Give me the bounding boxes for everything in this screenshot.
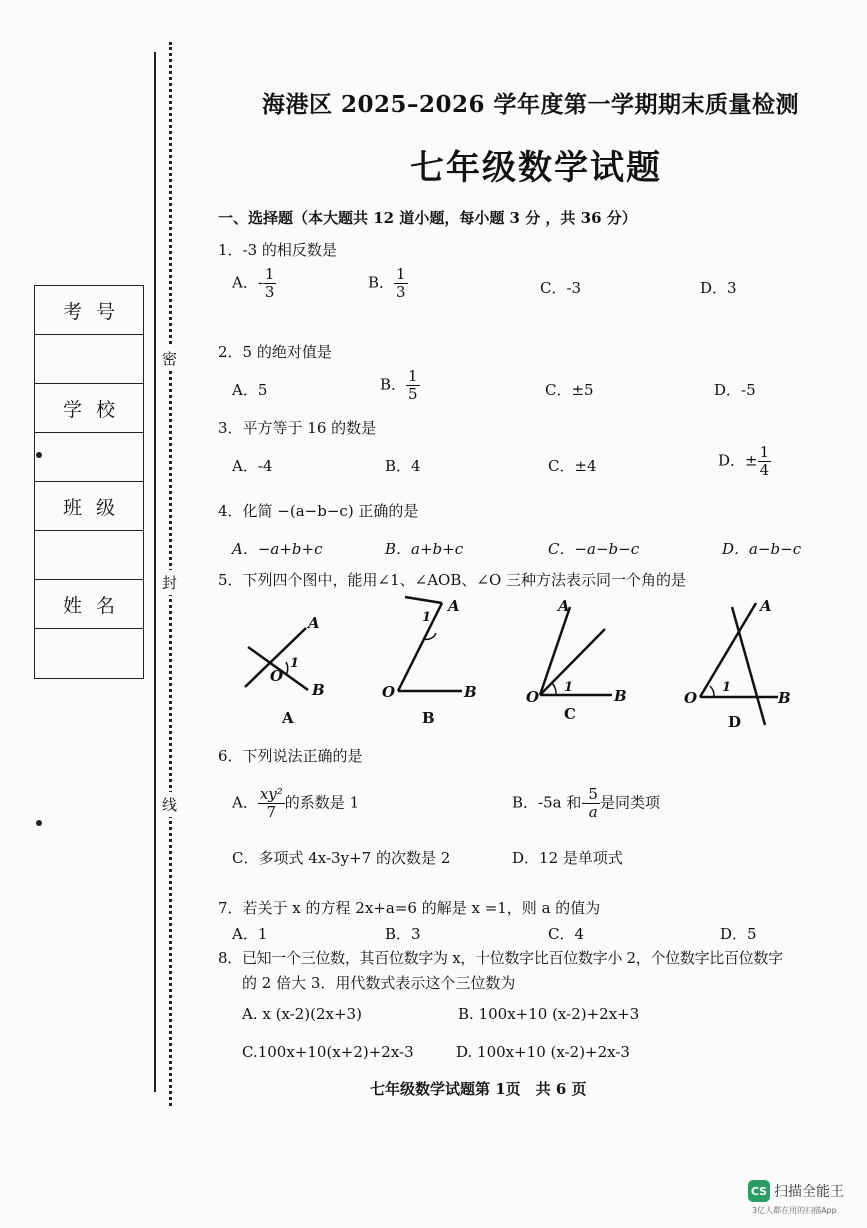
fig-b-label-a: A xyxy=(448,597,460,615)
exam-title: 海港区 2025–2026 学年度第一学期期末质量检测 xyxy=(262,91,800,118)
fig-a-label-a: A xyxy=(308,614,320,632)
fig-c-label-a: A xyxy=(558,597,570,615)
fig-c-caption: C xyxy=(564,705,576,723)
q4-option-b[interactable]: B．a+b+c xyxy=(385,540,464,558)
q7-option-c[interactable]: C．4 xyxy=(548,925,585,943)
q4-option-a[interactable]: A．−a+b+c xyxy=(232,540,323,558)
page-info: 七年级数学试题第 1页 共 6 页 xyxy=(370,1080,587,1098)
q2-option-d[interactable]: D．-5 xyxy=(714,381,756,399)
q2-option-a[interactable]: A．5 xyxy=(232,381,268,399)
q2-b-den: 5 xyxy=(408,385,418,403)
student-info-box xyxy=(34,285,144,679)
q6-a-prefix: A． xyxy=(232,793,258,812)
fig-c-label-o: O xyxy=(526,688,540,706)
q3-d-fraction xyxy=(758,444,772,479)
q2-option-c[interactable]: C．±5 xyxy=(545,381,594,399)
field-class[interactable] xyxy=(35,531,143,580)
figure-d[interactable] xyxy=(684,597,791,731)
q1-a-fraction xyxy=(263,266,277,301)
q7-option-b[interactable]: B．3 xyxy=(385,925,421,943)
q8-option-c[interactable]: C.100x+10(x+2)+2x-3 xyxy=(242,1043,414,1061)
q6-option-d[interactable]: D．12 是单项式 xyxy=(512,849,623,867)
fig-d-label-angle: 1 xyxy=(722,680,732,695)
q2-b-fraction xyxy=(406,368,420,403)
fig-a-label-angle: 1 xyxy=(290,656,300,671)
q6-b-suffix: 是同类项 xyxy=(599,793,660,812)
q1-option-a[interactable] xyxy=(232,266,276,301)
q8-option-a[interactable]: A. x (x-2)(2x+3) xyxy=(242,1005,362,1023)
q5-figures xyxy=(200,595,840,735)
scan-dot xyxy=(36,452,42,458)
scanner-tagline: 3亿人都在用的扫描App xyxy=(752,1206,837,1215)
q3-option-d[interactable] xyxy=(718,444,771,479)
field-exam-number[interactable] xyxy=(35,335,143,384)
q1-option-c[interactable]: C．-3 xyxy=(540,279,582,297)
q6-stem: 6．下列说法正确的是 xyxy=(218,747,363,765)
q8-option-b[interactable]: B. 100x+10 (x-2)+2x+3 xyxy=(458,1005,640,1023)
q3-stem: 3．平方等于 16 的数是 xyxy=(218,419,377,437)
q6-option-c[interactable]: C．多项式 4x-3y+7 的次数是 2 xyxy=(232,849,451,867)
q5-stem: 5．下列四个图中，能用∠1、∠AOB、∠O 三种方法表示同一个角的是 xyxy=(218,571,687,589)
q1-a-num: 1 xyxy=(264,265,275,283)
label-class: 班级 xyxy=(35,482,143,531)
fig-d-label-b: B xyxy=(778,689,791,707)
q7-stem: 7．若关于 x 的方程 2x+a=6 的解是 x =1，则 a 的值为 xyxy=(218,899,601,917)
q1-option-d[interactable]: D．3 xyxy=(700,279,737,297)
q6-b-den: a xyxy=(588,803,598,821)
q1-b-prefix: B． xyxy=(368,273,395,292)
q3-option-b[interactable]: B．4 xyxy=(385,457,421,475)
q3-d-prefix: D．± xyxy=(718,451,758,470)
q1-b-fraction xyxy=(394,266,408,301)
fig-b-label-o: O xyxy=(382,683,396,701)
q1-stem: 1．-3 的相反数是 xyxy=(218,241,337,259)
q1-option-b[interactable] xyxy=(368,266,408,301)
q6-b-fraction xyxy=(586,786,600,821)
q4-stem: 4．化简 −(a−b−c) 正确的是 xyxy=(218,502,419,520)
q2-option-b[interactable] xyxy=(380,368,420,403)
q6-b-prefix: B．-5a 和- xyxy=(512,793,587,812)
q1-b-den: 3 xyxy=(396,283,406,301)
scanner-app-name: 扫描全能王 xyxy=(774,1184,844,1200)
q7-option-a[interactable]: A．1 xyxy=(232,925,268,943)
label-name: 姓名 xyxy=(35,580,143,629)
q1-b-num: 1 xyxy=(396,265,406,283)
subject-title: 七年级数学试题 xyxy=(410,148,662,188)
fig-a-caption: A xyxy=(282,709,294,727)
fig-d-label-a: A xyxy=(760,597,772,615)
q6-a-num: xy² xyxy=(259,785,283,803)
fig-b-label-angle: 1 xyxy=(422,610,432,625)
q2-stem: 2．5 的绝对值是 xyxy=(218,343,332,361)
q2-b-num: 1 xyxy=(408,367,418,385)
figure-a[interactable] xyxy=(245,614,325,727)
scan-dot xyxy=(36,820,42,826)
q3-d-num: 1 xyxy=(759,443,770,461)
q6-b-num: 5 xyxy=(588,785,598,803)
fig-d-caption: D xyxy=(728,713,742,731)
label-school: 学校 xyxy=(35,384,143,433)
q3-d-den: 4 xyxy=(759,461,770,479)
q6-a-fraction xyxy=(258,786,285,821)
figure-c[interactable] xyxy=(526,597,627,723)
q3-option-c[interactable]: C．±4 xyxy=(548,457,597,475)
q1-a-prefix: A．- xyxy=(232,273,263,292)
q3-option-a[interactable]: A．-4 xyxy=(232,457,273,475)
q1-a-den: 3 xyxy=(264,283,275,301)
fig-b-label-b: B xyxy=(464,683,477,701)
seal-char-xian: 线 xyxy=(162,792,177,817)
q4-option-c[interactable]: C．−a−b−c xyxy=(548,540,640,558)
q8-stem-line2: 的 2 倍大 3．用代数式表示这个三位数为 xyxy=(242,974,516,992)
q6-option-b[interactable] xyxy=(512,786,660,821)
label-exam-number: 考号 xyxy=(35,286,143,335)
q7-option-d[interactable]: D．5 xyxy=(720,925,757,943)
seal-char-feng: 封 xyxy=(162,570,177,595)
q6-option-a[interactable] xyxy=(232,786,359,821)
binding-line xyxy=(154,52,156,1092)
field-school[interactable] xyxy=(35,433,143,482)
fig-d-label-o: O xyxy=(684,689,698,707)
q6-a-suffix: 的系数是 1 xyxy=(284,793,360,812)
q8-option-d[interactable]: D. 100x+10 (x-2)+2x-3 xyxy=(456,1043,630,1061)
scanner-logo: CS xyxy=(748,1180,770,1202)
fig-b-caption: B xyxy=(422,709,435,727)
q2-b-prefix: B． xyxy=(380,375,407,394)
fig-c-label-angle: 1 xyxy=(564,680,574,695)
q6-a-den: 7 xyxy=(266,803,277,821)
field-name[interactable] xyxy=(35,629,143,678)
fig-a-label-b: B xyxy=(312,681,325,699)
seal-char-mi: 密 xyxy=(162,346,177,371)
q8-stem: 8．已知一个三位数，其百位数字为 x，十位数字比百位数字小 2，个位数字比百位数字 xyxy=(218,949,783,967)
section-heading: 一、选择题（本大题共 12 道小题，每小题 3 分 ，共 36 分） xyxy=(218,209,637,227)
fig-a-label-o: O xyxy=(270,667,284,685)
fig-c-label-b: B xyxy=(614,687,627,705)
figure-b[interactable] xyxy=(382,597,477,727)
q4-option-d[interactable]: D．a−b−c xyxy=(722,540,802,558)
